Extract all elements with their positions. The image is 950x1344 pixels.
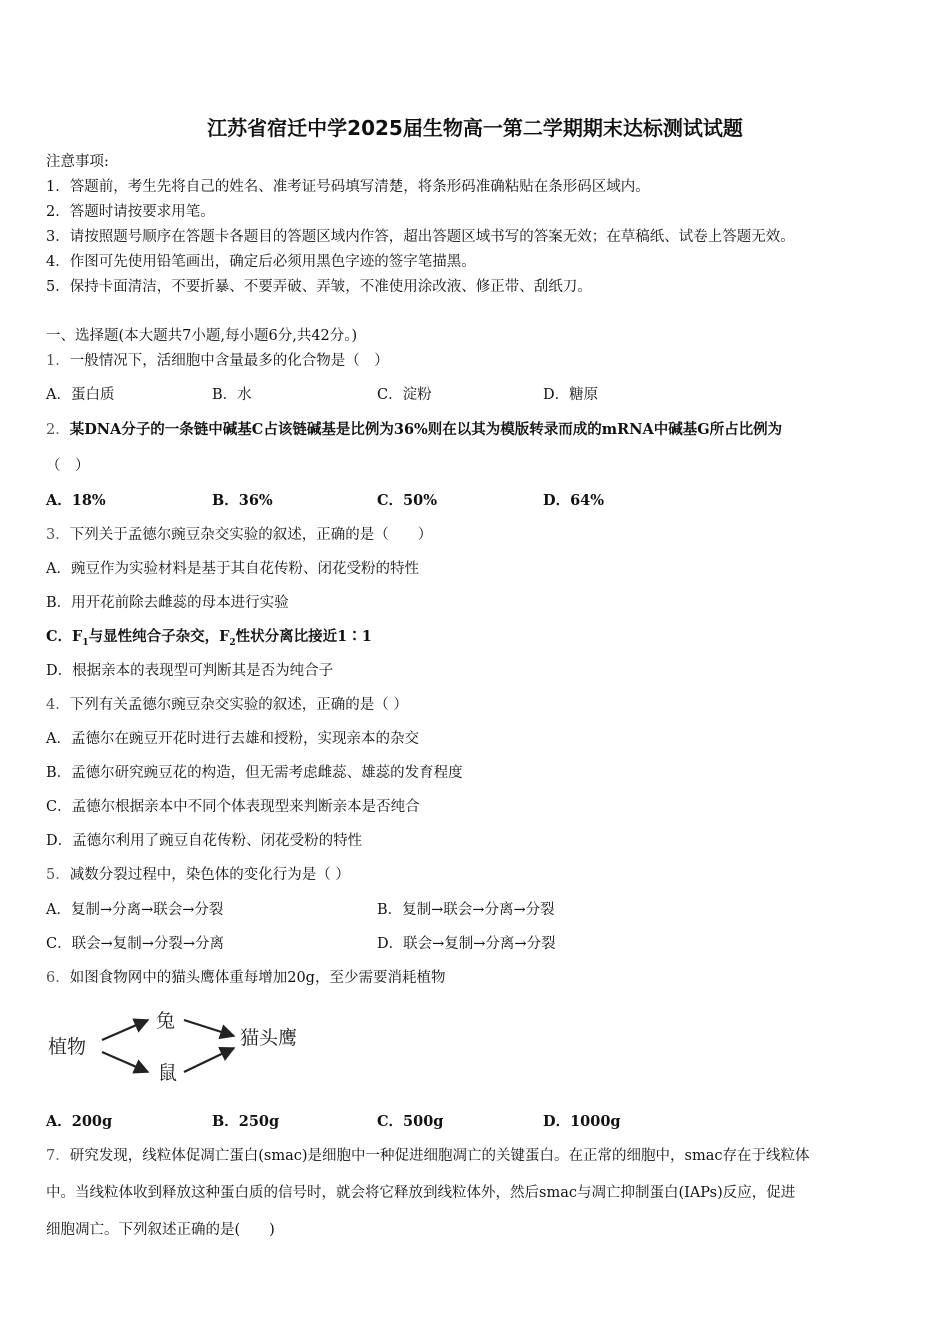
page-title: 江苏省宿迁中学2025届生物高一第二学期期末达标测试试题 — [207, 116, 743, 140]
question-number: 1． — [46, 353, 70, 369]
question-stem: 一般情况下，活细胞中含量最多的化合物是（ ） — [69, 353, 389, 369]
option-a: A．复制→分离→联会→分裂 — [46, 902, 224, 918]
section-heading: 一、选择题(本大题共7小题,每小题6分,共42分。) — [46, 328, 358, 344]
arrow-rabbit-owl — [184, 1020, 234, 1036]
option-c: C．联会→复制→分裂→分离 — [46, 936, 225, 952]
question-number: 7． — [46, 1148, 70, 1164]
option-a: A．豌豆作为实验材料是基于其自花传粉、闭花受粉的特性 — [46, 561, 419, 577]
arrow-plant-mouse — [102, 1052, 148, 1072]
question-5 — [46, 866, 350, 884]
question-number: 3． — [46, 527, 70, 543]
question-number: 2． — [46, 422, 70, 438]
option-c: C．50% — [377, 492, 437, 509]
option-text: 性状分离比接近1∶1 — [235, 628, 372, 645]
mouse-label: 鼠 — [158, 1062, 178, 1084]
question-stem-continued: （ ） — [46, 458, 90, 474]
question-stem: 下列有关孟德尔豌豆杂交实验的叙述，正确的是（ ） — [69, 697, 408, 713]
question-7 — [46, 1147, 809, 1165]
question-4 — [46, 696, 408, 714]
option-c — [46, 628, 372, 652]
option-c: C．淀粉 — [377, 387, 432, 403]
option-d: D．联会→复制→分离→分裂 — [377, 936, 556, 952]
notice-item: 3．请按照题号顺序在答题卡各题目的答题区域内作答，超出答题区域书写的答案无效；在草稿纸、试卷上答题无效。 — [46, 229, 795, 245]
arrow-plant-rabbit — [102, 1020, 148, 1040]
question-stem: 如图食物网中的猫头鹰体重每增加20g，至少需要消耗植物 — [69, 970, 446, 986]
question-stem-continued: 中。当线粒体收到释放这种蛋白质的信号时，就会将它释放到线粒体外，然后smac与凋亡抑制蛋白(IAPs)反应，促进 — [46, 1185, 796, 1201]
question-1 — [46, 352, 389, 370]
option-b: B．孟德尔研究豌豆花的构造，但无需考虑雌蕊、雄蕊的发育程度 — [46, 765, 463, 781]
option-a: A．18% — [46, 492, 106, 509]
plant-label: 植物 — [48, 1036, 87, 1058]
option-d: D．根据亲本的表现型可判断其是否为纯合子 — [46, 663, 334, 679]
option-b: B．水 — [212, 387, 252, 403]
option-c: C．孟德尔根据亲本中不同个体表现型来判断亲本是否纯合 — [46, 799, 420, 815]
option-b: B．复制→联会→分离→分裂 — [377, 902, 555, 918]
option-a: A．孟德尔在豌豆开花时进行去雄和授粉，实现亲本的杂交 — [46, 731, 419, 747]
question-stem: 下列关于孟德尔豌豆杂交实验的叙述，正确的是（ ） — [69, 527, 433, 543]
food-web-diagram — [44, 1004, 314, 1090]
question-number: 5． — [46, 867, 70, 883]
option-text: C．F — [46, 628, 83, 645]
owl-label: 猫头鹰 — [240, 1027, 298, 1049]
option-d: D．糖原 — [543, 387, 599, 403]
option-c: C．500g — [377, 1113, 444, 1130]
option-text: 与显性纯合子杂交，F — [88, 628, 230, 645]
question-stem-continued: 细胞凋亡。下列叙述正确的是( ) — [46, 1222, 275, 1238]
subscript: 2 — [229, 637, 236, 648]
notice-item: 2．答题时请按要求用笔。 — [46, 204, 215, 220]
option-d: D．1000g — [543, 1113, 621, 1130]
option-b: B．用开花前除去雌蕊的母本进行实验 — [46, 595, 289, 611]
notice-item: 4．作图可先使用铅笔画出，确定后必须用黑色字迹的签字笔描黑。 — [46, 254, 476, 270]
question-number: 6． — [46, 970, 70, 986]
option-d: D．孟德尔利用了豌豆自花传粉、闭花受粉的特性 — [46, 833, 363, 849]
question-stem: 研究发现，线粒体促凋亡蛋白(smac)是细胞中一种促进细胞凋亡的关键蛋白。在正常的细胞中，smac存在于线粒体 — [69, 1148, 810, 1164]
question-2 — [46, 421, 782, 439]
subscript: 1 — [82, 637, 89, 648]
option-b: B．36% — [212, 492, 273, 509]
notice-item: 1．答题前，考生先将自己的姓名、准考证号码填写清楚，将条形码准确粘贴在条形码区域内。 — [46, 179, 650, 195]
question-6 — [46, 969, 445, 987]
question-stem: 某DNA分子的一条链中碱基C占该链碱基是比例为36%则在以其为模版转录而成的mRNA中碱基G所占比例为 — [69, 421, 783, 438]
option-d: D．64% — [543, 492, 605, 509]
rabbit-label: 兔 — [156, 1010, 176, 1032]
option-a: A．蛋白质 — [46, 387, 115, 403]
question-3 — [46, 526, 432, 544]
option-a: A．200g — [46, 1113, 113, 1130]
notice-item: 5．保持卡面清洁，不要折暴、不要弄破、弄皱，不准使用涂改液、修正带、刮纸刀。 — [46, 279, 592, 295]
notice-heading: 注意事项: — [46, 154, 109, 170]
option-b: B．250g — [212, 1113, 280, 1130]
question-stem: 减数分裂过程中，染色体的变化行为是（ ） — [69, 867, 350, 883]
arrow-mouse-owl — [184, 1048, 234, 1072]
question-number: 4． — [46, 697, 70, 713]
